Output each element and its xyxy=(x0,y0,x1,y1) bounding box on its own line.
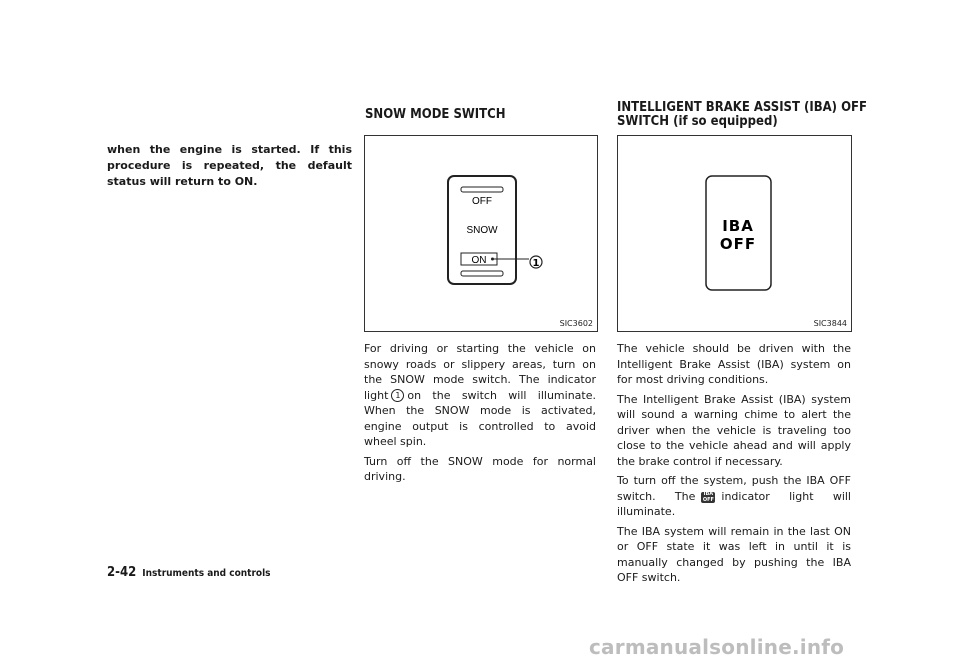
snow-mode-body xyxy=(364,341,596,489)
switch-snow-label: SNOW xyxy=(466,225,498,236)
snow-paragraph-1 xyxy=(364,341,596,450)
switch-on-label: ON xyxy=(471,255,487,266)
iba-switch-label-line1: IBA xyxy=(722,217,754,235)
switch-bottom-ridge xyxy=(461,271,503,276)
iba-icon-text-bottom: OFF xyxy=(702,496,714,503)
watermark: carmanualsonline.info xyxy=(589,635,845,659)
indicator-light-dot xyxy=(491,258,494,261)
iba-paragraph-2: The Intelligent Brake Assist (IBA) system will sound a warning chime to alert the driver when the vehicle is traveling too close to the vehicle ahead and will apply the brake control if necessary. xyxy=(617,392,851,468)
iba-icon-text-top: IBA xyxy=(703,491,714,497)
iba-switch-illustration xyxy=(618,136,851,331)
iba-paragraph-3 xyxy=(617,473,851,520)
iba-body xyxy=(617,341,851,590)
iba-p3-text-a: To turn off the system, push the IBA OFF switch. The xyxy=(617,474,851,503)
iba-off-indicator-icon xyxy=(701,492,715,503)
snow-p1-text-a: For driving or starting the vehicle on snowy roads or slippery areas, turn on the SNOW mode switch. The indicator light xyxy=(364,342,596,402)
snow-mode-heading: SNOW MODE SWITCH xyxy=(365,107,506,122)
snow-switch-figure xyxy=(364,135,598,332)
section-title: Instruments and controls xyxy=(142,568,271,579)
continued-paragraph: when the engine is started. If this procedure is repeated, the default status will return to ON. xyxy=(107,143,352,188)
switch-top-ridge xyxy=(461,187,503,192)
iba-switch-figure xyxy=(617,135,852,332)
snow-switch-illustration xyxy=(365,136,597,331)
page-number: 2-42 xyxy=(107,565,137,580)
iba-p3-text-b: indicator light will illuminate. xyxy=(617,489,851,518)
iba-off-heading xyxy=(617,101,867,129)
switch-off-label: OFF xyxy=(472,196,492,207)
iba-paragraph-4: The IBA system will remain in the last ON or OFF state it was left in until it is manually changed by pushing the IBA OFF switch. xyxy=(617,524,851,584)
snow-p1-text-b: on the switch will illuminate. When the SNOW mode is activated, engine output is controlled to avoid wheel spin. xyxy=(364,388,596,448)
callout-inline-1: 1 xyxy=(391,389,404,402)
callout-number: 1 xyxy=(532,258,540,269)
iba-heading-line-1: INTELLIGENT BRAKE ASSIST (IBA) OFF xyxy=(617,100,868,115)
iba-heading-line-2: SWITCH (if so equipped) xyxy=(617,114,778,129)
snow-paragraph-2: Turn off the SNOW mode for normal driving. xyxy=(364,454,596,483)
page-footer xyxy=(107,561,271,580)
figure-code: SIC3602 xyxy=(559,319,593,328)
iba-paragraph-1: The vehicle should be driven with the Intelligent Brake Assist (IBA) system on for most driving conditions. xyxy=(617,342,851,386)
iba-switch-label-line2: OFF xyxy=(719,235,757,253)
figure-code: SIC3844 xyxy=(813,319,847,328)
